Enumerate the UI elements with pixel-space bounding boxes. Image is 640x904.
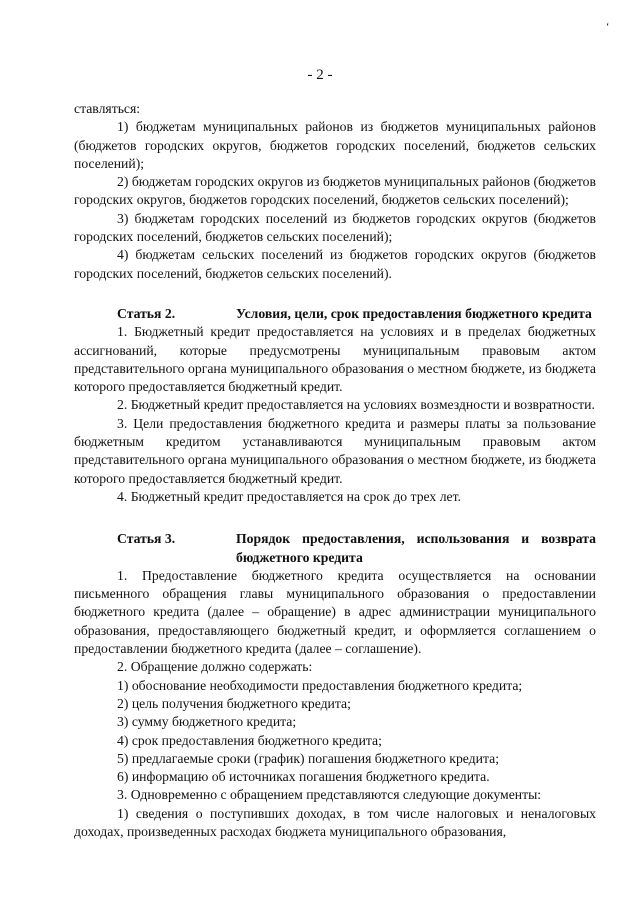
article-2-paragraph: 1. Бюджетный кредит предоставляется на условиях и в пределах бюджетных ассигнований, которые предусмотрены муниципальным правовым актом представительного органа муниципального образования о местном бюджете, из бюджета которого предоставляется бюджетный кредит. [74,324,596,395]
article-2-paragraph: 2. Бюджетный кредит предоставляется на условиях возмездности и возвратности. [117,397,595,413]
article-3-paragraph: 1. Предоставление бюджетного кредита осуществляется на основании письменного обращения главы муниципального образования о предоставлении бюджетного кредита (далее – обращение) в адрес администрации муниципального образования, предоставляющего бюджетный кредит, и оформляется соглашением о предоставлении бюджетного кредита (далее – соглашение). [74,567,596,657]
intro-item-1: 1) бюджетам муниципальных районов из бюджетов муниципальных районов (бюджетов городских округов, бюджетов городских поселений, бюджетов сельских поселений); [74,119,596,171]
article-3-list-item: 2) цель получения бюджетного кредита; [117,695,351,711]
article-3-number: Статья 3. [117,531,176,547]
article-3-paragraph: 3. Одновременно с обращением представляются следующие документы: [117,787,542,803]
article-3-list-item: 1) сведения о поступивших доходах, в том числе налоговых и неналоговых доходах, произведенных расходах бюджета муниципального образования, [74,805,596,839]
article-2-title: Условия, цели, срок предоставления бюджетного кредита [236,305,592,321]
article-2-paragraph: 4. Бюджетный кредит предоставляется на срок до трех лет. [117,488,461,504]
article-3-list-item: 3) сумму бюджетного кредита; [117,714,297,730]
page-number: - 2 - [307,67,333,83]
scan-mark: ‘ [606,22,610,33]
intro-item-2: 2) бюджетам городских округов из бюджетов муниципальных районов (бюджетов городских округов, бюджетов городских поселений, бюджетов сельских поселений); [74,174,596,208]
article-3-paragraph: 2. Обращение должно содержать: [117,659,313,675]
article-3-list-item: 6) информацию об источниках погашения бюджетного кредита. [117,769,490,785]
intro-item-3: 3) бюджетам городских поселений из бюджетов городских округов (бюджетов городских поселений, бюджетов сельских поселений); [74,210,596,245]
article-2-number: Статья 2. [117,305,176,321]
article-3-list-item: 5) предлагаемые сроки (график) погашения бюджетного кредита; [117,750,499,766]
article-3-title: Порядок предоставления, использования и возврата бюджетного кредита [236,531,596,565]
document-body [74,100,596,841]
article-3-heading [74,530,596,567]
article-3-list-item: 4) срок предоставления бюджетного кредита; [117,732,382,748]
intro-continuation: ставляться: [74,101,141,116]
intro-item-4: 4) бюджетам сельских поселений из бюджетов городских округов (бюджетов городских поселений, бюджетов сельских поселений). [74,247,596,281]
article-2-paragraph: 3. Цели предоставления бюджетного кредита и размеры платы за пользование бюджетным кредитом устанавливаются муниципальным правовым актом представительного органа муниципального образования о местном бюджете, из бюджета которого предоставляется бюджетный кредит. [74,415,596,486]
article-3-list-item: 1) обоснование необходимости предоставления бюджетного кредита; [117,677,523,693]
article-2-heading [74,305,596,323]
